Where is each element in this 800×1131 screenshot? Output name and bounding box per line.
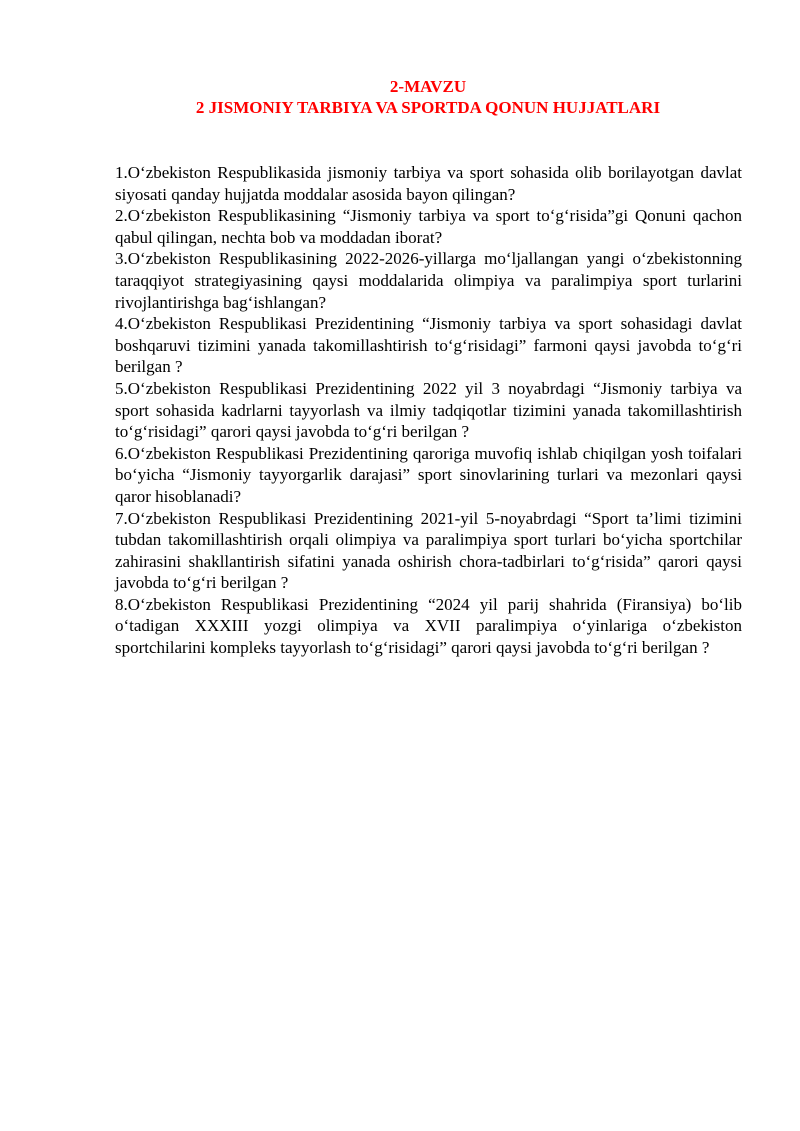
question-item: 6.O‘zbekiston Respublikasi Prezidentining qaroriga muvofiq ishlab chiqilgan yosh toifalari bo‘yicha “Jismoniy tayyorgarlik darajasi” sport sinovlarining turlari va mezonlari qaysi qaror hisoblanadi?: [115, 443, 742, 506]
question-item: 5.O‘zbekiston Respublikasi Prezidentining 2022 yil 3 noyabrdagi “Jismoniy tarbiya va sport sohasida kadrlarni tayyorlash va ilmiy tadqiqotlar tizimini yanada takomillashtirish to‘g‘risidagi” qarori qaysi javobda to‘g‘ri berilgan ?: [115, 378, 742, 442]
question-item: 4.O‘zbekiston Respublikasi Prezidentining “Jismoniy tarbiya va sport sohasidagi davlat boshqaruvi tizimini yanada takomillashtirish to‘g‘risidagi” farmoni qaysi javobda to‘g‘ri berilgan ?: [115, 314, 742, 377]
question-item: 2.O‘zbekiston Respublikasining “Jismoniy tarbiya va sport to‘g‘risida”gi Qonuni qachon qabul qilingan, nechta bob va moddadan iborat?: [115, 206, 742, 247]
document-heading: [0, 76, 800, 118]
question-item: 1.O‘zbekiston Respublikasida jismoniy tarbiya va sport sohasida olib borilayotgan davlat siyosati qanday hujjatda moddalar asosida bayon qilingan?: [115, 163, 742, 204]
question-item: 8.O‘zbekiston Respublikasi Prezidentining “2024 yil parij shahrida (Firansiya) bo‘lib o‘tadigan XXXIII yozgi olimpiya va XVII paralimpiya o‘yinlariga o‘zbekiston sportchilarini kompleks tayyorlash to‘g‘risidagi” qarori qaysi javobda to‘g‘ri berilgan ?: [115, 594, 742, 658]
question-item: 3.O‘zbekiston Respublikasining 2022-2026-yillarga mo‘ljallangan yangi o‘zbekistonning taraqqiyot strategiyasining qaysi moddalarida olimpiya va paralimpiya sport turlarini rivojlantirishga bag‘ishlangan?: [115, 249, 742, 312]
question-list: [115, 162, 742, 659]
topic-title: 2 JISMONIY TARBIYA VA SPORTDA QONUN HUJJATLARI: [195, 98, 661, 117]
topic-number: 2-MAVZU: [389, 77, 467, 96]
question-item: 7.O‘zbekiston Respublikasi Prezidentining 2021-yil 5-noyabrdagi “Sport ta’limi tizimini tubdan takomillashtirish orqali olimpiya va paralimpiya sport turlari bo‘yicha sportchilar zahirasini shakllantirish sifatini yanada oshirish chora-tadbirlari to‘g‘risida” qarori qaysi javobda to‘g‘ri berilgan ?: [115, 508, 742, 593]
